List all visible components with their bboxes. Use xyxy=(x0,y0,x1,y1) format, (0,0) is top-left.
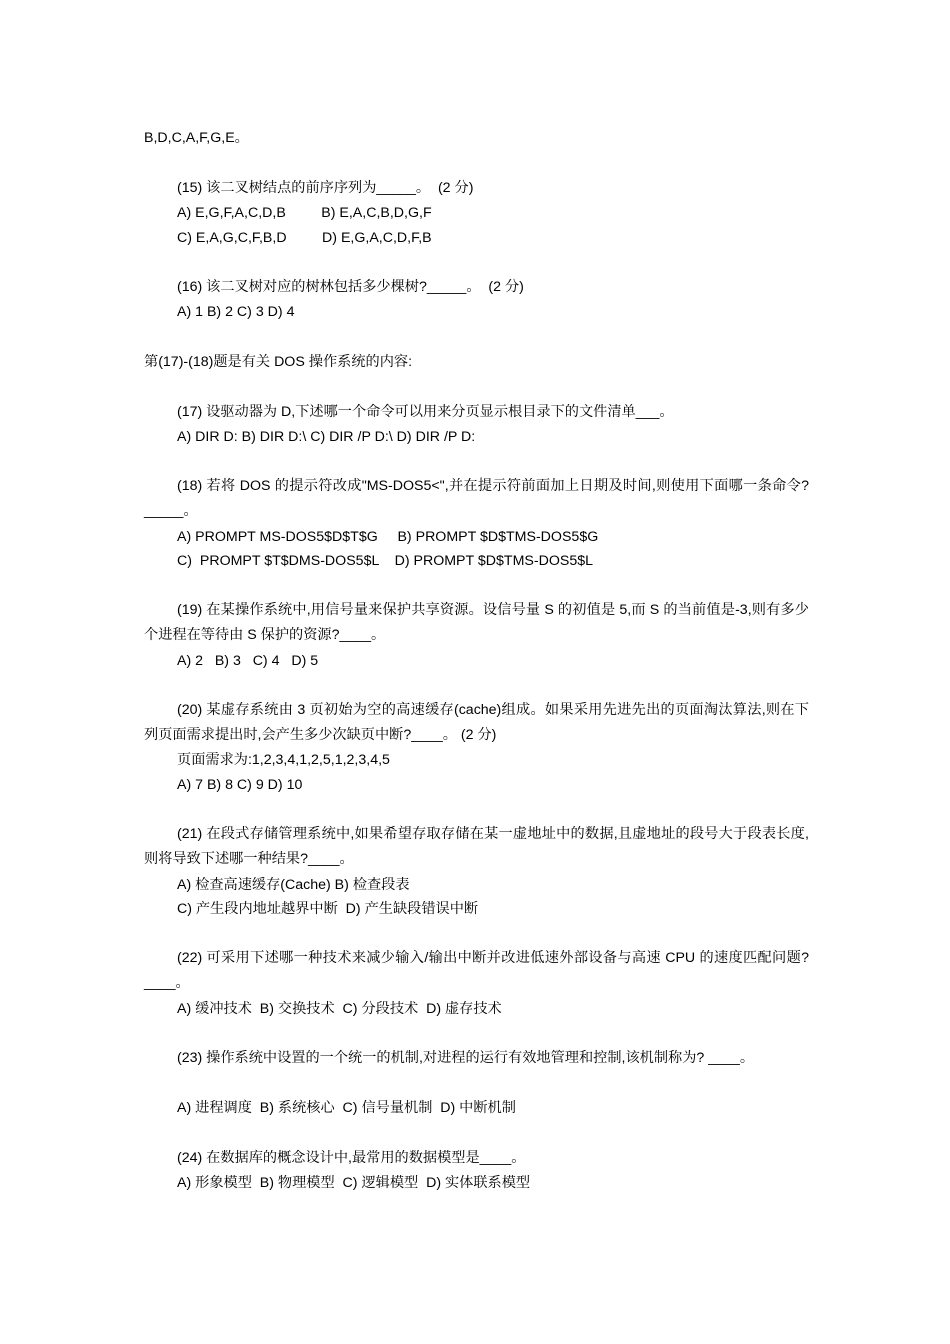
question-18-options-row2: C) PROMPT $T$DMS-DOS5$L D) PROMPT $D$TMS-DOS5$L xyxy=(177,553,593,569)
question-20-stem: (20) 某虚存系统由 3 页初始为空的高速缓存(cache)组成。如果采用先进先出的页面淘汰算法,则在下列页面需求提出时,会产生多少次缺页中断?____。 (2 分) xyxy=(144,702,809,743)
question-23-options: A) 进程调度 B) 系统核心 C) 信号量机制 D) 中断机制 xyxy=(177,1100,516,1116)
question-19-options: A) 2 B) 3 C) 4 D) 5 xyxy=(177,653,319,669)
question-21-stem: (21) 在段式存储管理系统中,如果希望存取存储在某一虚地址中的数据,且虚地址的段号大于段表长度,则将导致下述哪一种结果?____。 xyxy=(144,826,809,867)
question-21-options-row1: A) 检查高速缓存(Cache) B) 检查段表 xyxy=(177,877,410,893)
question-20-options: A) 7 B) 8 C) 9 D) 10 xyxy=(177,777,303,793)
intro-tail-text: B,D,C,A,F,G,E。 xyxy=(144,130,249,146)
section-heading-17-18: 第(17)-(18)题是有关 DOS 操作系统的内容: xyxy=(144,354,413,370)
question-17-stem: (17) 设驱动器为 D,下述哪一个命令可以用来分页显示根目录下的文件清单___。 xyxy=(177,404,674,420)
question-16-stem: (16) 该二叉树对应的树林包括多少棵树?_____。 (2 分) xyxy=(177,279,524,295)
question-24-stem: (24) 在数据库的概念设计中,最常用的数据模型是____。 xyxy=(177,1150,526,1166)
question-22-stem: (22) 可采用下述哪一种技术来减少输入/输出中断并改进低速外部设备与高速 CPU 的速度匹配问题? ____。 xyxy=(144,950,809,991)
question-18-stem: (18) 若将 DOS 的提示符改成"MS-DOS5<",并在提示符前面加上日期及时间,则使用下面哪一条命令?_____。 xyxy=(144,478,809,519)
question-24-options: A) 形象模型 B) 物理模型 C) 逻辑模型 D) 实体联系模型 xyxy=(177,1175,531,1191)
question-22-options: A) 缓冲技术 B) 交换技术 C) 分段技术 D) 虚存技术 xyxy=(177,1001,502,1017)
question-18-options-row1: A) PROMPT MS-DOS5$D$T$G B) PROMPT $D$TMS-DOS5$G xyxy=(177,529,599,545)
question-21-options-row2: C) 产生段内地址越界中断 D) 产生缺段错误中断 xyxy=(177,901,479,917)
question-15-options-row1: A) E,G,F,A,C,D,B B) E,A,C,B,D,G,F xyxy=(177,205,432,221)
question-15-stem: (15) 该二叉树结点的前序序列为_____。 (2 分) xyxy=(177,180,474,196)
question-19-stem: (19) 在某操作系统中,用信号量来保护共享资源。设信号量 S 的初值是 5,而 S 的当前值是-3,则有多少个进程在等待由 S 保护的资源?____。 xyxy=(144,602,809,643)
question-20-sequence: 页面需求为:1,2,3,4,1,2,5,1,2,3,4,5 xyxy=(177,752,390,768)
question-15-options-row2: C) E,A,G,C,F,B,D D) E,G,A,C,D,F,B xyxy=(177,230,432,246)
question-17-options: A) DIR D: B) DIR D:\ C) DIR /P D:\ D) DIR /P D: xyxy=(177,429,476,445)
question-16-options: A) 1 B) 2 C) 3 D) 4 xyxy=(177,304,295,320)
question-23-stem: (23) 操作系统中设置的一个统一的机制,对进程的运行有效地管理和控制,该机制称为? ____。 xyxy=(177,1050,755,1066)
